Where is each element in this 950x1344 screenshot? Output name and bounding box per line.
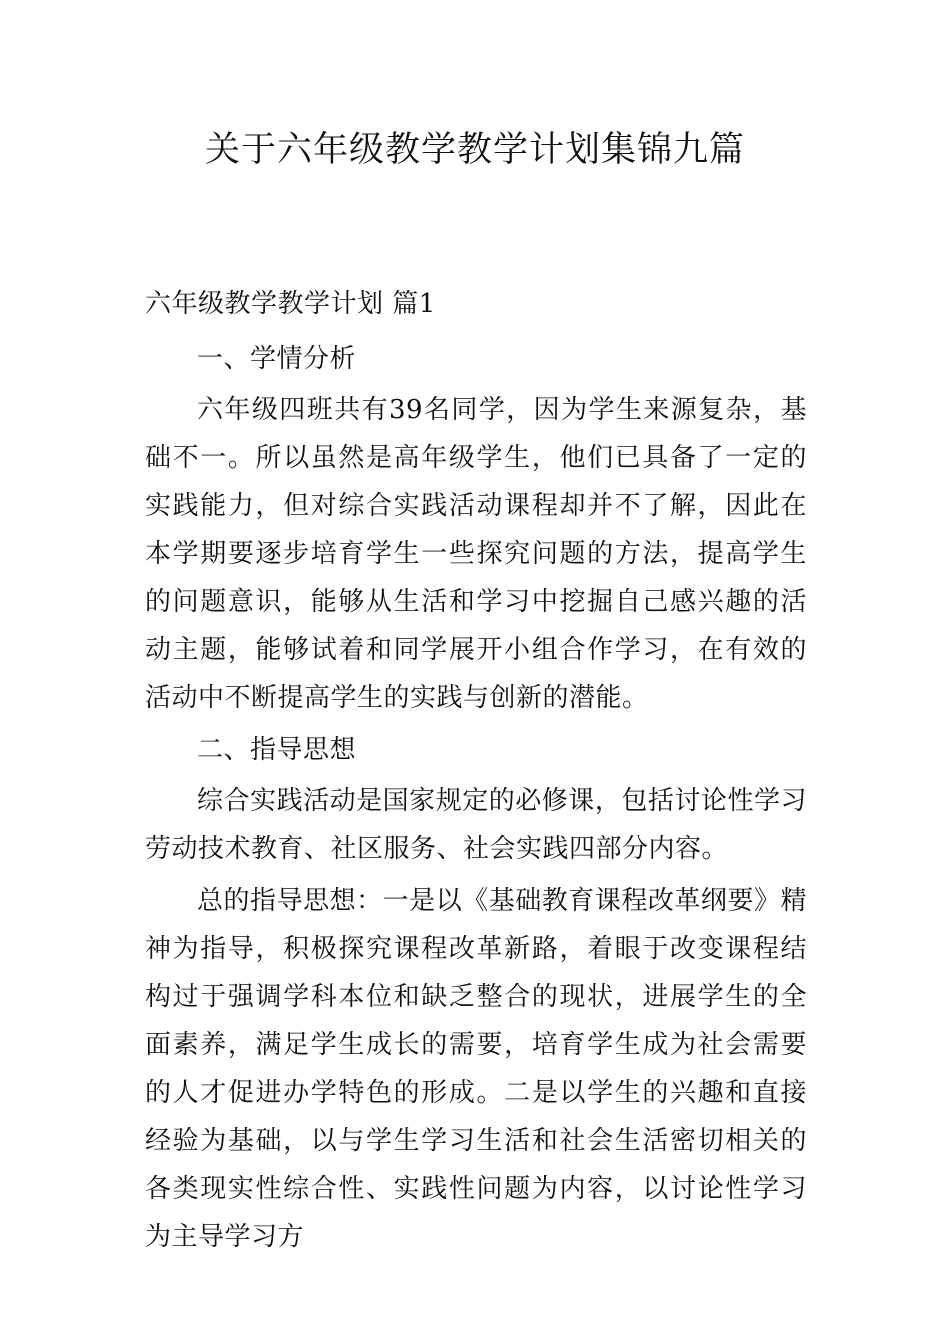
paragraph-analysis: 六年级四班共有39名同学，因为学生来源复杂，基础不一。所以虽然是高年级学生，他们已具备了一定的实践能力，但对综合实践活动课程却并不了解，因此在本学期要逐步培育学生一些探究问题的方法，提高学生的问题意识，能够从生活和学习中挖掘自己感兴趣的活动主题，能够试着和同学展开小组合作学习，在有效的活动中不断提高学生的实践与创新的潜能。 <box>145 395 807 713</box>
subheading-guiding-thought: 二、指导思想 <box>197 735 357 765</box>
document-body <box>145 280 807 1265</box>
section-heading: 六年级教学教学计划 篇1 <box>145 289 436 319</box>
document-title: 关于六年级教学教学计划集锦九篇 <box>204 130 745 170</box>
paragraph-activity-definition: 综合实践活动是国家规定的必修课，包括讨论性学习劳动技术教育、社区服务、社会实践四部分内容。 <box>145 786 807 864</box>
subheading-analysis: 一、学情分析 <box>197 344 357 374</box>
paragraph-guiding-thought: 总的指导思想：一是以《基础教育课程改革纲要》精神为指导，积极探究课程改革新路，着眼于改变课程结构过于强调学科本位和缺乏整合的现状，进展学生的全面素养，满足学生成长的需要，培育学生成为社会需要的人才促进办学特色的形成。二是以学生的兴趣和直接经验为基础，以与学生学习生活和社会生活密切相关的各类现实性综合性、实践性问题为内容，以讨论性学习为主导学习方 <box>145 886 807 1252</box>
